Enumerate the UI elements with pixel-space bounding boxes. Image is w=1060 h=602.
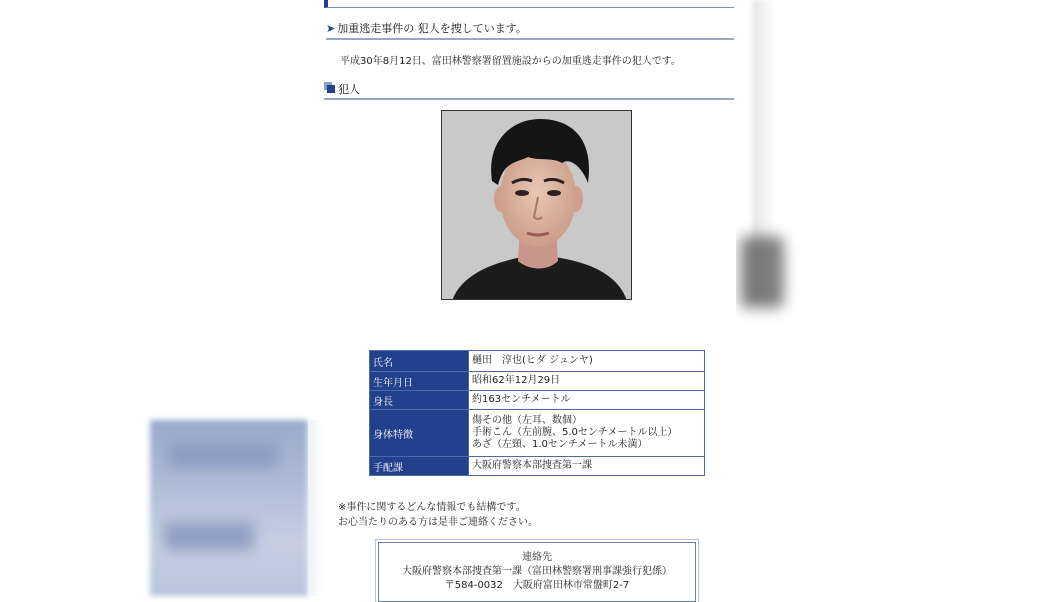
section-heading-text: 加重逃走事件の 犯人を捜しています。: [337, 22, 527, 35]
culprit-heading-text: 犯人: [338, 83, 360, 96]
row-value: 樋田 淳也(ヒダ ジュンヤ): [469, 351, 705, 372]
feature-line: 傷その他（左耳、数個）: [472, 415, 582, 426]
row-label: 氏名: [370, 351, 469, 372]
feature-line: 手術こん（左前腕、5.0センチメートル以上）: [472, 427, 678, 438]
table-row: [370, 372, 705, 391]
background-blurred-panel: [150, 420, 308, 596]
background-shadow: [740, 236, 784, 308]
row-value: 昭和62年12月29日: [469, 372, 705, 391]
contact-title: 連絡先: [522, 552, 552, 563]
table-row: [370, 391, 705, 410]
contact-box: [378, 542, 696, 602]
note-line: ※事件に関するどんな情報でも結構です。: [338, 502, 526, 513]
arrow-icon: ➤: [326, 22, 336, 35]
row-value: [469, 410, 705, 457]
contact-org: 大阪府警察本部捜査第一課（富田林警察署刑事課強行犯係）: [402, 566, 672, 577]
table-row: [370, 410, 705, 457]
square-bullet-icon: [324, 82, 336, 94]
intro-text: 平成30年8月12日、富田林警察署留置施設からの加重逃走事件の犯人です。: [340, 56, 682, 67]
row-label: 生年月日: [370, 372, 469, 391]
feature-line: あざ（左頸、1.0センチメートル未満）: [472, 439, 648, 450]
row-label: 身長: [370, 391, 469, 410]
row-label: 手配課: [370, 457, 469, 476]
page-title-bar: [324, 0, 734, 8]
table-row: [370, 351, 705, 372]
row-value: 約163センチメートル: [469, 391, 705, 410]
suspect-info-table: [369, 350, 705, 476]
suspect-portrait-icon: [442, 111, 632, 300]
notes: [338, 500, 538, 530]
note-line: お心当たりのある方は是非ご連絡ください。: [338, 517, 538, 528]
section-heading: [326, 20, 734, 40]
wanted-page: [322, 0, 736, 596]
culprit-heading: [324, 80, 734, 100]
row-label: 身体特徴: [370, 410, 469, 457]
contact-address: 〒584-0032 大阪府富田林市常盤町2-7: [444, 580, 630, 591]
suspect-photo: [441, 110, 632, 300]
table-row: [370, 457, 705, 476]
row-value: 大阪府警察本部捜査第一課: [469, 457, 705, 476]
